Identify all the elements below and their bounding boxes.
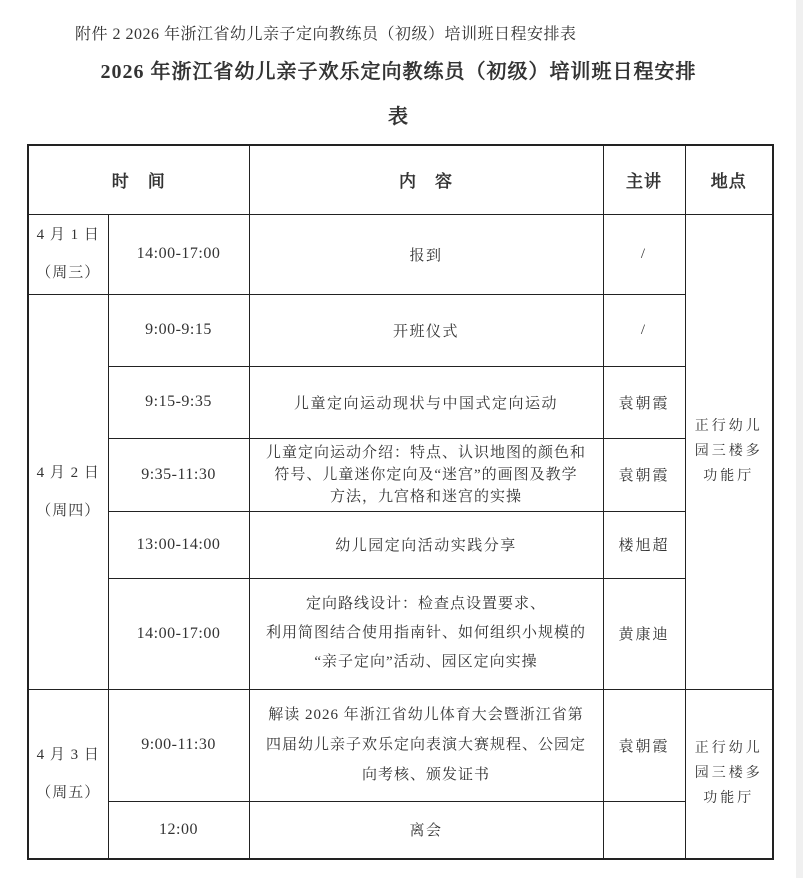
- location-line: 正行幼儿: [694, 741, 763, 757]
- time-cell: 9:35-11:30: [108, 438, 249, 511]
- speaker-cell: 黄康迪: [603, 578, 685, 689]
- header-time: 时 间: [28, 145, 249, 214]
- header-content: 内 容: [249, 145, 603, 214]
- content-line: 符号、儿童迷你定向及“迷宫”的画图及教学: [274, 466, 578, 483]
- location-line: 园三楼多: [694, 444, 763, 459]
- content-line: 向考核、颁发证书: [361, 767, 490, 783]
- date-line: 4 月 3 日: [36, 746, 100, 763]
- time-cell: 13:00-14:00: [108, 511, 249, 578]
- weekday-line: （周四）: [36, 502, 101, 519]
- page-edge-strip: [796, 0, 803, 878]
- content-line: 解读 2026 年浙江省幼儿体育大会暨浙江省第: [268, 707, 584, 723]
- date-cell-apr2: [28, 294, 108, 689]
- speaker-cell: /: [603, 214, 685, 294]
- content-cell: 幼儿园定向活动实践分享: [249, 511, 603, 578]
- table-row: [28, 578, 773, 689]
- content-line: 定向路线设计：检查点设置要求、: [305, 596, 546, 612]
- time-cell: 9:15-9:35: [108, 366, 249, 438]
- header-speaker: 主讲: [603, 145, 685, 214]
- date-line: 4 月 1 日: [36, 227, 100, 243]
- content-line: 儿童定向运动介绍：特点、认识地图的颜色和: [265, 444, 586, 461]
- table-row: [28, 511, 773, 578]
- table-row: [28, 214, 773, 294]
- speaker-cell: [603, 801, 685, 859]
- date-cell-apr3: [28, 689, 108, 859]
- content-cell: [249, 578, 603, 689]
- time-cell: 14:00-17:00: [108, 578, 249, 689]
- content-cell: 离会: [249, 801, 603, 859]
- time-cell: 9:00-9:15: [108, 294, 249, 366]
- speaker-cell: 袁朝霞: [603, 689, 685, 801]
- speaker-cell: 袁朝霞: [603, 438, 685, 511]
- date-line: 4 月 2 日: [36, 464, 100, 481]
- location-line: 功能厅: [703, 469, 755, 484]
- speaker-cell: 袁朝霞: [603, 366, 685, 438]
- content-cell: 儿童定向运动现状与中国式定向运动: [249, 366, 603, 438]
- location-cell-1: [685, 214, 773, 689]
- content-cell: [249, 689, 603, 801]
- content-line: 利用简图结合使用指南针、如何组织小规模的: [265, 625, 586, 641]
- table-row: [28, 689, 773, 801]
- page-title-line1: 2026 年浙江省幼儿亲子欢乐定向教练员（初级）培训班日程安排: [100, 61, 697, 83]
- location-line: 功能厅: [703, 791, 755, 807]
- speaker-cell: 楼旭超: [603, 511, 685, 578]
- content-line: 方法，九宫格和迷宫的实操: [329, 488, 522, 505]
- location-line: 园三楼多: [694, 766, 763, 782]
- table-row: [28, 366, 773, 438]
- content-line: 四届幼儿亲子欢乐定向表演大赛规程、公园定: [265, 737, 586, 753]
- content-cell: [249, 438, 603, 511]
- weekday-line: （周五）: [36, 784, 101, 801]
- location-line: 正行幼儿: [694, 419, 763, 434]
- time-cell: 14:00-17:00: [108, 214, 249, 294]
- page-title-line2: 表: [388, 106, 409, 128]
- time-cell: 9:00-11:30: [108, 689, 249, 801]
- schedule-table: [27, 144, 774, 860]
- content-cell: 开班仪式: [249, 294, 603, 366]
- speaker-cell: /: [603, 294, 685, 366]
- table-row: [28, 294, 773, 366]
- page-title: [0, 50, 797, 140]
- location-cell-2: [685, 689, 773, 859]
- attachment-note: 附件 2 2026 年浙江省幼儿亲子定向教练员（初级）培训班日程安排表: [75, 26, 577, 43]
- table-row: [28, 801, 773, 859]
- time-cell: 12:00: [108, 801, 249, 859]
- content-line: “亲子定向”活动、园区定向实操: [314, 654, 538, 670]
- header-location: 地点: [685, 145, 773, 214]
- table-row: [28, 438, 773, 511]
- weekday-line: （周三）: [36, 265, 101, 281]
- content-cell: 报到: [249, 214, 603, 294]
- date-cell-apr1: [28, 214, 108, 294]
